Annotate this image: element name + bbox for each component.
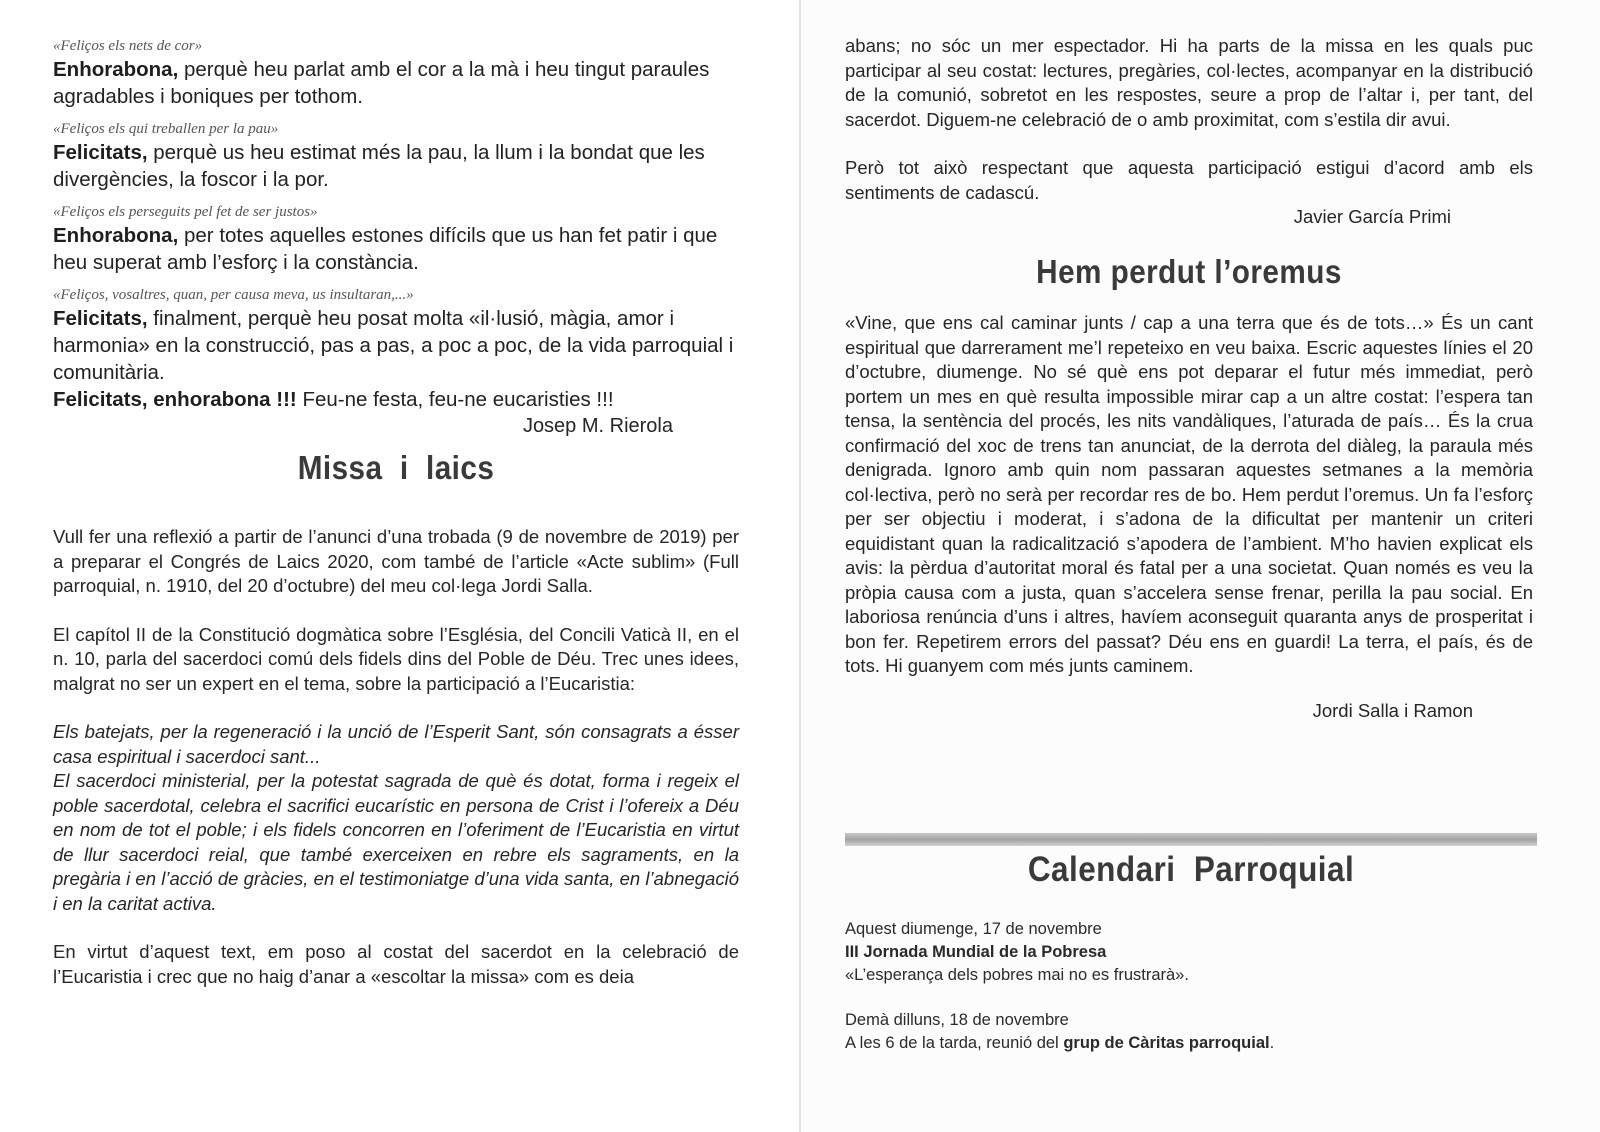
title-hem-perdut-oremus: Hem perdut l’oremus: [1036, 253, 1342, 290]
title-missa-i-laics: Missa i laics: [297, 449, 495, 486]
missa-paragraph: Vull fer una reflexió a partir de l’anunci d’una trobada (9 de novembre de 2019) per a preparar el Congrés de Laics 2020, com també de l’article «Acte sublim» (Full parroquial, n. 1910, del 20 d’octubre) del meu col·lega Jordi Salla.: [53, 526, 739, 596]
closing-bold: Felicitats, enhorabona !!!: [53, 388, 297, 411]
calendar-entries: [845, 918, 1537, 1055]
beatitude-bold: Enhorabona,: [53, 224, 179, 247]
missa-paragraph: El capítol II de la Constitució dogmàtica sobre l’Església, del Concili Vaticà II, en el n. 10, parla del sacerdoci comú dels fidels dins del Poble de Déu. Trec unes idees, malgrat no ser un expert en el tema, sobre la participació a l’Eucaristia:: [53, 623, 739, 694]
beatitude-bold: Felicitats,: [53, 307, 148, 330]
quote-line: El sacerdoci ministerial, per la potestat sagrada de què és dotat, forma i regeix el poble sacerdotal, celebra el sacrifici eucarístic en persona de Crist i l’ofereix a Déu en nom de tot el poble; i els fidels concorren en l’oferiment de l’Eucaristia en virtut de llur sacerdoci reial, que també exerceixen en rebre els sagraments, en la pregària i en l’acció de gràcies, en el testimoniatge d’una vida santa, en l’abnegació i en la caritat activa.: [53, 770, 739, 914]
beatitude-body: perquè heu parlat amb el cor a la mà i heu tingut paraules agradables i boniques per tothom.: [53, 58, 710, 108]
page-fold: [799, 0, 801, 1132]
signature-salla: Jordi Salla i Ramon: [1312, 699, 1473, 721]
title-calendari-parroquial: Calendari Parroquial: [1027, 850, 1355, 889]
calendar-event-bold: grup de Càritas parroquial: [1063, 1034, 1270, 1052]
section-divider: [845, 833, 1537, 846]
quote-line: Els batejats, per la regeneració i la unció de l’Esperit Sant, són consagrats a ésser casa espiritual i sacerdoci sant...: [53, 721, 739, 767]
calendar-event-end: .: [1269, 1034, 1275, 1052]
left-column: [53, 36, 739, 989]
signature-rierola: Josep M. Rierola: [522, 415, 673, 437]
beatitude-motto: «Feliços els perseguits pel fet de ser justos»: [53, 204, 318, 220]
beatitude-text: [53, 139, 739, 193]
beatitude-bold: Felicitats,: [53, 141, 148, 164]
beatitude-text: [53, 222, 739, 276]
missa-paragraph-end: En virtut d’aquest text, em poso al costat del sacerdot en la celebració de l’Eucaristia i crec que no haig d’anar a «escoltar la missa» com es deia: [53, 941, 739, 987]
beatitude-motto: «Feliços els nets de cor»: [53, 38, 203, 54]
calendar-date: Demà dilluns, 18 de novembre: [845, 1011, 1069, 1029]
oremus-paragraph: «Vine, que ens cal caminar junts / cap a una terra que és de tots…» És un cant espiritual que darrerament me’l repeteixo en veu baixa. Escric aquestes línies el 20 d’octubre, diumenge. No sé què ens pot deparar el futur més immediat, però portem un mes en què resulta impossible mirar cap a un altre costat: l’espera tan tensa, la sentència del procés, les nits vandàliques, l’aturada de país… És la crua confirmació del xoc de trens tan anunciat, de la derrota del diàleg, la paraula més denigrada. Ignoro amb quin nom passaran aquestes setmanes a la memòria col·lectiva, però no serà per recordar res de bo. Hem perdut l’oremus. Un fa l’esforç per ser objectiu i moderat, i s’adona de la dificultat per mantenir un criteri equidistant quan la radicalització s’apodera de l’ambient. M’ho havien explicat els avis: la pèrdua d’autoritat moral és fatal per a una societat. Quan només es veu la pròpia causa com a justa, quan s’accelera sense frenar, perilla la pau social. En laboriosa renúncia d’uns i altres, havíem aconseguit quaranta anys de prosperitat i bon fer. Repetirem errors del passat? Déu ens en guardi! La terra, el país, és de tots. Hi guanyem com més junts caminem.: [845, 312, 1533, 676]
beatitude-motto: «Feliços, vosaltres, quan, per causa meva, us insultaran,...»: [53, 287, 414, 303]
beatitude-text: [53, 305, 739, 386]
calendar-event-text: A les 6 de la tarda, reunió del: [845, 1034, 1064, 1052]
calendar-section: [845, 850, 1537, 890]
beatitude-body: per totes aquelles estones difícils que us han fet patir i que heu superat amb l’esforç i la constància.: [53, 224, 718, 274]
calendar-event-line: [845, 1032, 1537, 1055]
right-column: [845, 34, 1533, 723]
missa-continuation: abans; no sóc un mer espectador. Hi ha parts de la missa en les quals puc participar al seu costat: lectures, pregàries, col·lectes, acompanyar en la distribució de la comunió, sobretot en les respostes, seure a prop de l’altar i, per tant, del sacerdot. Diguem-ne celebració de o amb proximitat, com s’estila dir avui.: [845, 35, 1533, 130]
beatitude-text: [53, 56, 739, 110]
missa-final-paragraph: Però tot això respectant que aquesta participació estigui d’acord amb els sentiments de cadascú.: [845, 157, 1533, 203]
signature-garcia: Javier García Primi: [1293, 206, 1451, 227]
calendar-date: Aquest diumenge, 17 de novembre: [845, 920, 1102, 938]
beatitude-body: perquè us heu estimat més la pau, la llum i la bondat que les divergències, la foscor i la por.: [53, 141, 705, 191]
beatitude-motto: «Feliços els qui treballen per la pau»: [53, 121, 279, 137]
calendar-quote: «L’esperança dels pobres mai no es frustrarà».: [845, 966, 1189, 984]
beatitude-body: finalment, perquè heu posat molta «il·lusió, màgia, amor i harmonia» en la construcció, pas a pas, a poc a poc, de la vida parroquial i comunitària.: [53, 307, 734, 384]
closing-text: Feu-ne festa, feu-ne eucaristies !!!: [296, 388, 614, 411]
closing-line: [53, 386, 739, 413]
beatitude-bold: Enhorabona,: [53, 58, 179, 81]
calendar-event: III Jornada Mundial de la Pobresa: [845, 943, 1107, 961]
